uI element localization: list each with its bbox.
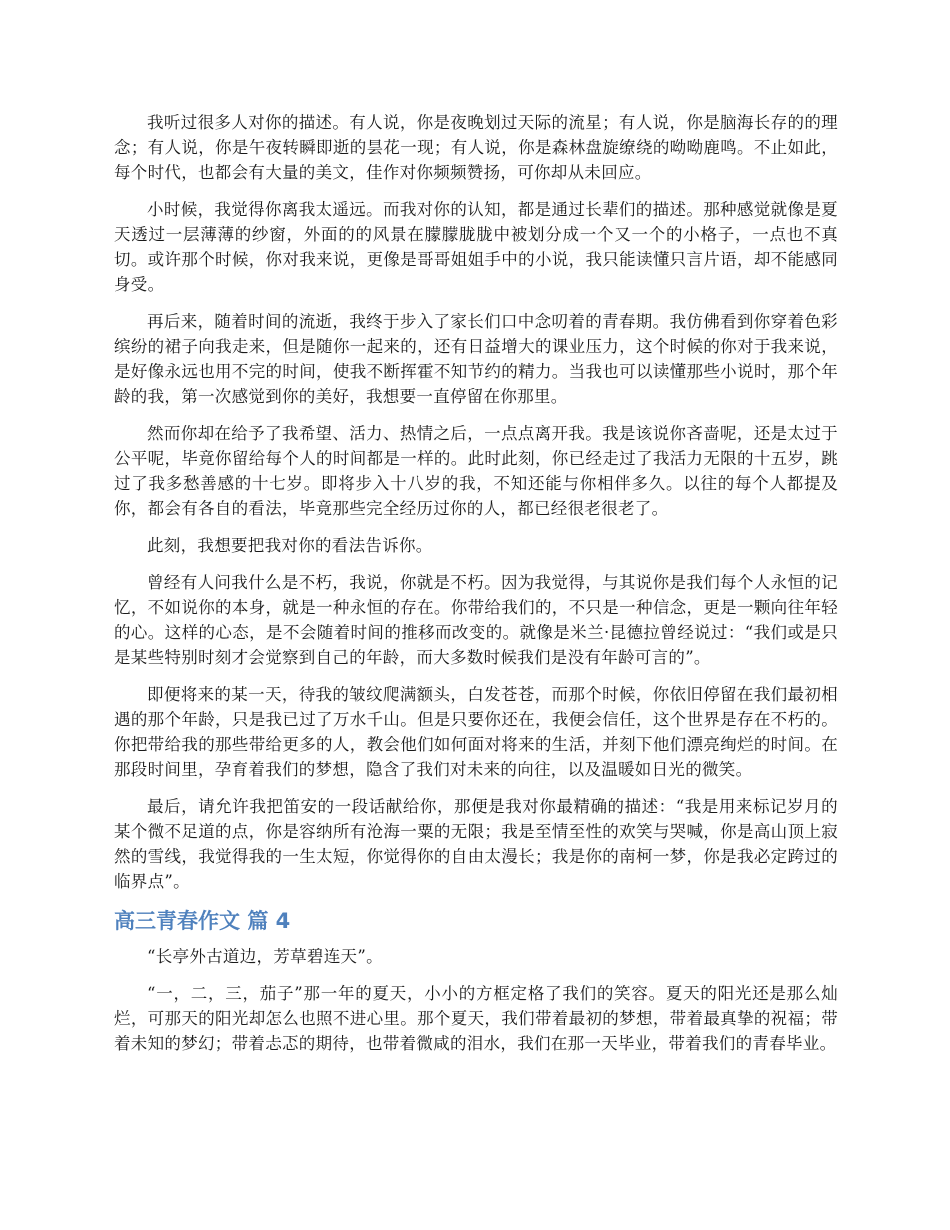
paragraph: 再后来，随着时间的流逝，我终于步入了家长们口中念叨着的青春期。我仿佛看到你穿着色彩缤纷的裙子向我走来，但是随你一起来的，还有日益增大的课业压力，这个时候的你对于我来说，是好像永远也用不完的时间，使我不断挥霍不知节约的精力。当我也可以读懂那些小说时，那个年龄的我，第一次感觉到你的美好，我想要一直停留在你那里。 <box>114 312 838 406</box>
paragraph: 我听过很多人对你的描述。有人说，你是夜晚划过天际的流星；有人说，你是脑海长存的的理念；有人说，你是午夜转瞬即逝的昙花一现；有人说，你是森林盘旋缭绕的呦呦鹿鸣。不止如此，每个时代，也都会有大量的美文，佳作对你频频赞扬，可你却从未回应。 <box>114 113 838 182</box>
paragraph: 然而你却在给予了我希望、活力、热情之后，一点点离开我。我是该说你吝啬呢，还是太过于公平呢，毕竟你留给每个人的时间都是一样的。此时此刻，你已经走过了我活力无限的十五岁，跳过了我多愁善感的十七岁。即将步入十八岁的我，不知还能与你相伴多久。以往的每个人都提及你，都会有各自的看法，毕竟那些完全经历过你的人，都已经很老很老了。 <box>114 424 838 518</box>
section-title: 高三青春作文 <box>114 909 240 933</box>
document-body <box>114 110 838 1068</box>
section-heading <box>114 908 838 934</box>
paragraph: 最后，请允许我把笛安的一段话献给你，那便是我对你最精确的描述：“我是用来标记岁月的某个微不足道的点，你是容纳所有沧海一粟的无限；我是至情至性的欢笑与哭喊，你是高山顶上寂然的雪线，我觉得我的一生太短，你觉得你的自由太漫长；我是你的南柯一梦，你是我必定跨过的临界点”。 <box>114 797 838 891</box>
paragraph: “一，二，三，茄子”那一年的夏天，小小的方框定格了我们的笑容。夏天的阳光还是那么灿烂，可那天的阳光却怎么也照不进心里。那个夏天，我们带着最初的梦想，带着最真挚的祝福；带着未知的梦幻；带着忐忑的期待，也带着微咸的泪水，我们在那一天毕业，带着我们的青春毕业。 <box>114 984 838 1053</box>
section-number: 篇 4 <box>247 909 291 933</box>
paragraph: 曾经有人问我什么是不朽，我说，你就是不朽。因为我觉得，与其说你是我们每个人永恒的记忆，不如说你的本身，就是一种永恒的存在。你带给我们的，不只是一种信念，更是一颗向往年轻的心。这样的心态，是不会随着时间的推移而改变的。就像是米兰·昆德拉曾经说过：“我们或是只是某些特别时刻才会觉察到自己的年龄，而大多数时候我们是没有年龄可言的”。 <box>114 573 838 667</box>
paragraph: 此刻，我想要把我对你的看法告诉你。 <box>147 536 433 555</box>
paragraph: “长亭外古道边，芳草碧连天”。 <box>147 947 383 966</box>
paragraph: 即便将来的某一天，待我的皱纹爬满额头，白发苍苍，而那个时候，你依旧停留在我们最初相遇的那个年龄，只是我已过了万水千山。但是只要你还在，我便会信任，这个世界是存在不朽的。你把带给我的那些带给更多的人，教会他们如何面对将来的生活，并刻下他们漂亮绚烂的时间。在那段时间里，孕育着我们的梦想，隐含了我们对未来的向往，以及温暖如日光的微笑。 <box>114 685 838 779</box>
paragraph: 小时候，我觉得你离我太遥远。而我对你的认知，都是通过长辈们的描述。那种感觉就像是夏天透过一层薄薄的纱窗，外面的的风景在朦朦胧胧中被划分成一个又一个的小格子，一点也不真切。或许那个时候，你对我来说，更像是哥哥姐姐手中的小说，我只能读懂只言片语，却不能感同身受。 <box>114 200 838 294</box>
